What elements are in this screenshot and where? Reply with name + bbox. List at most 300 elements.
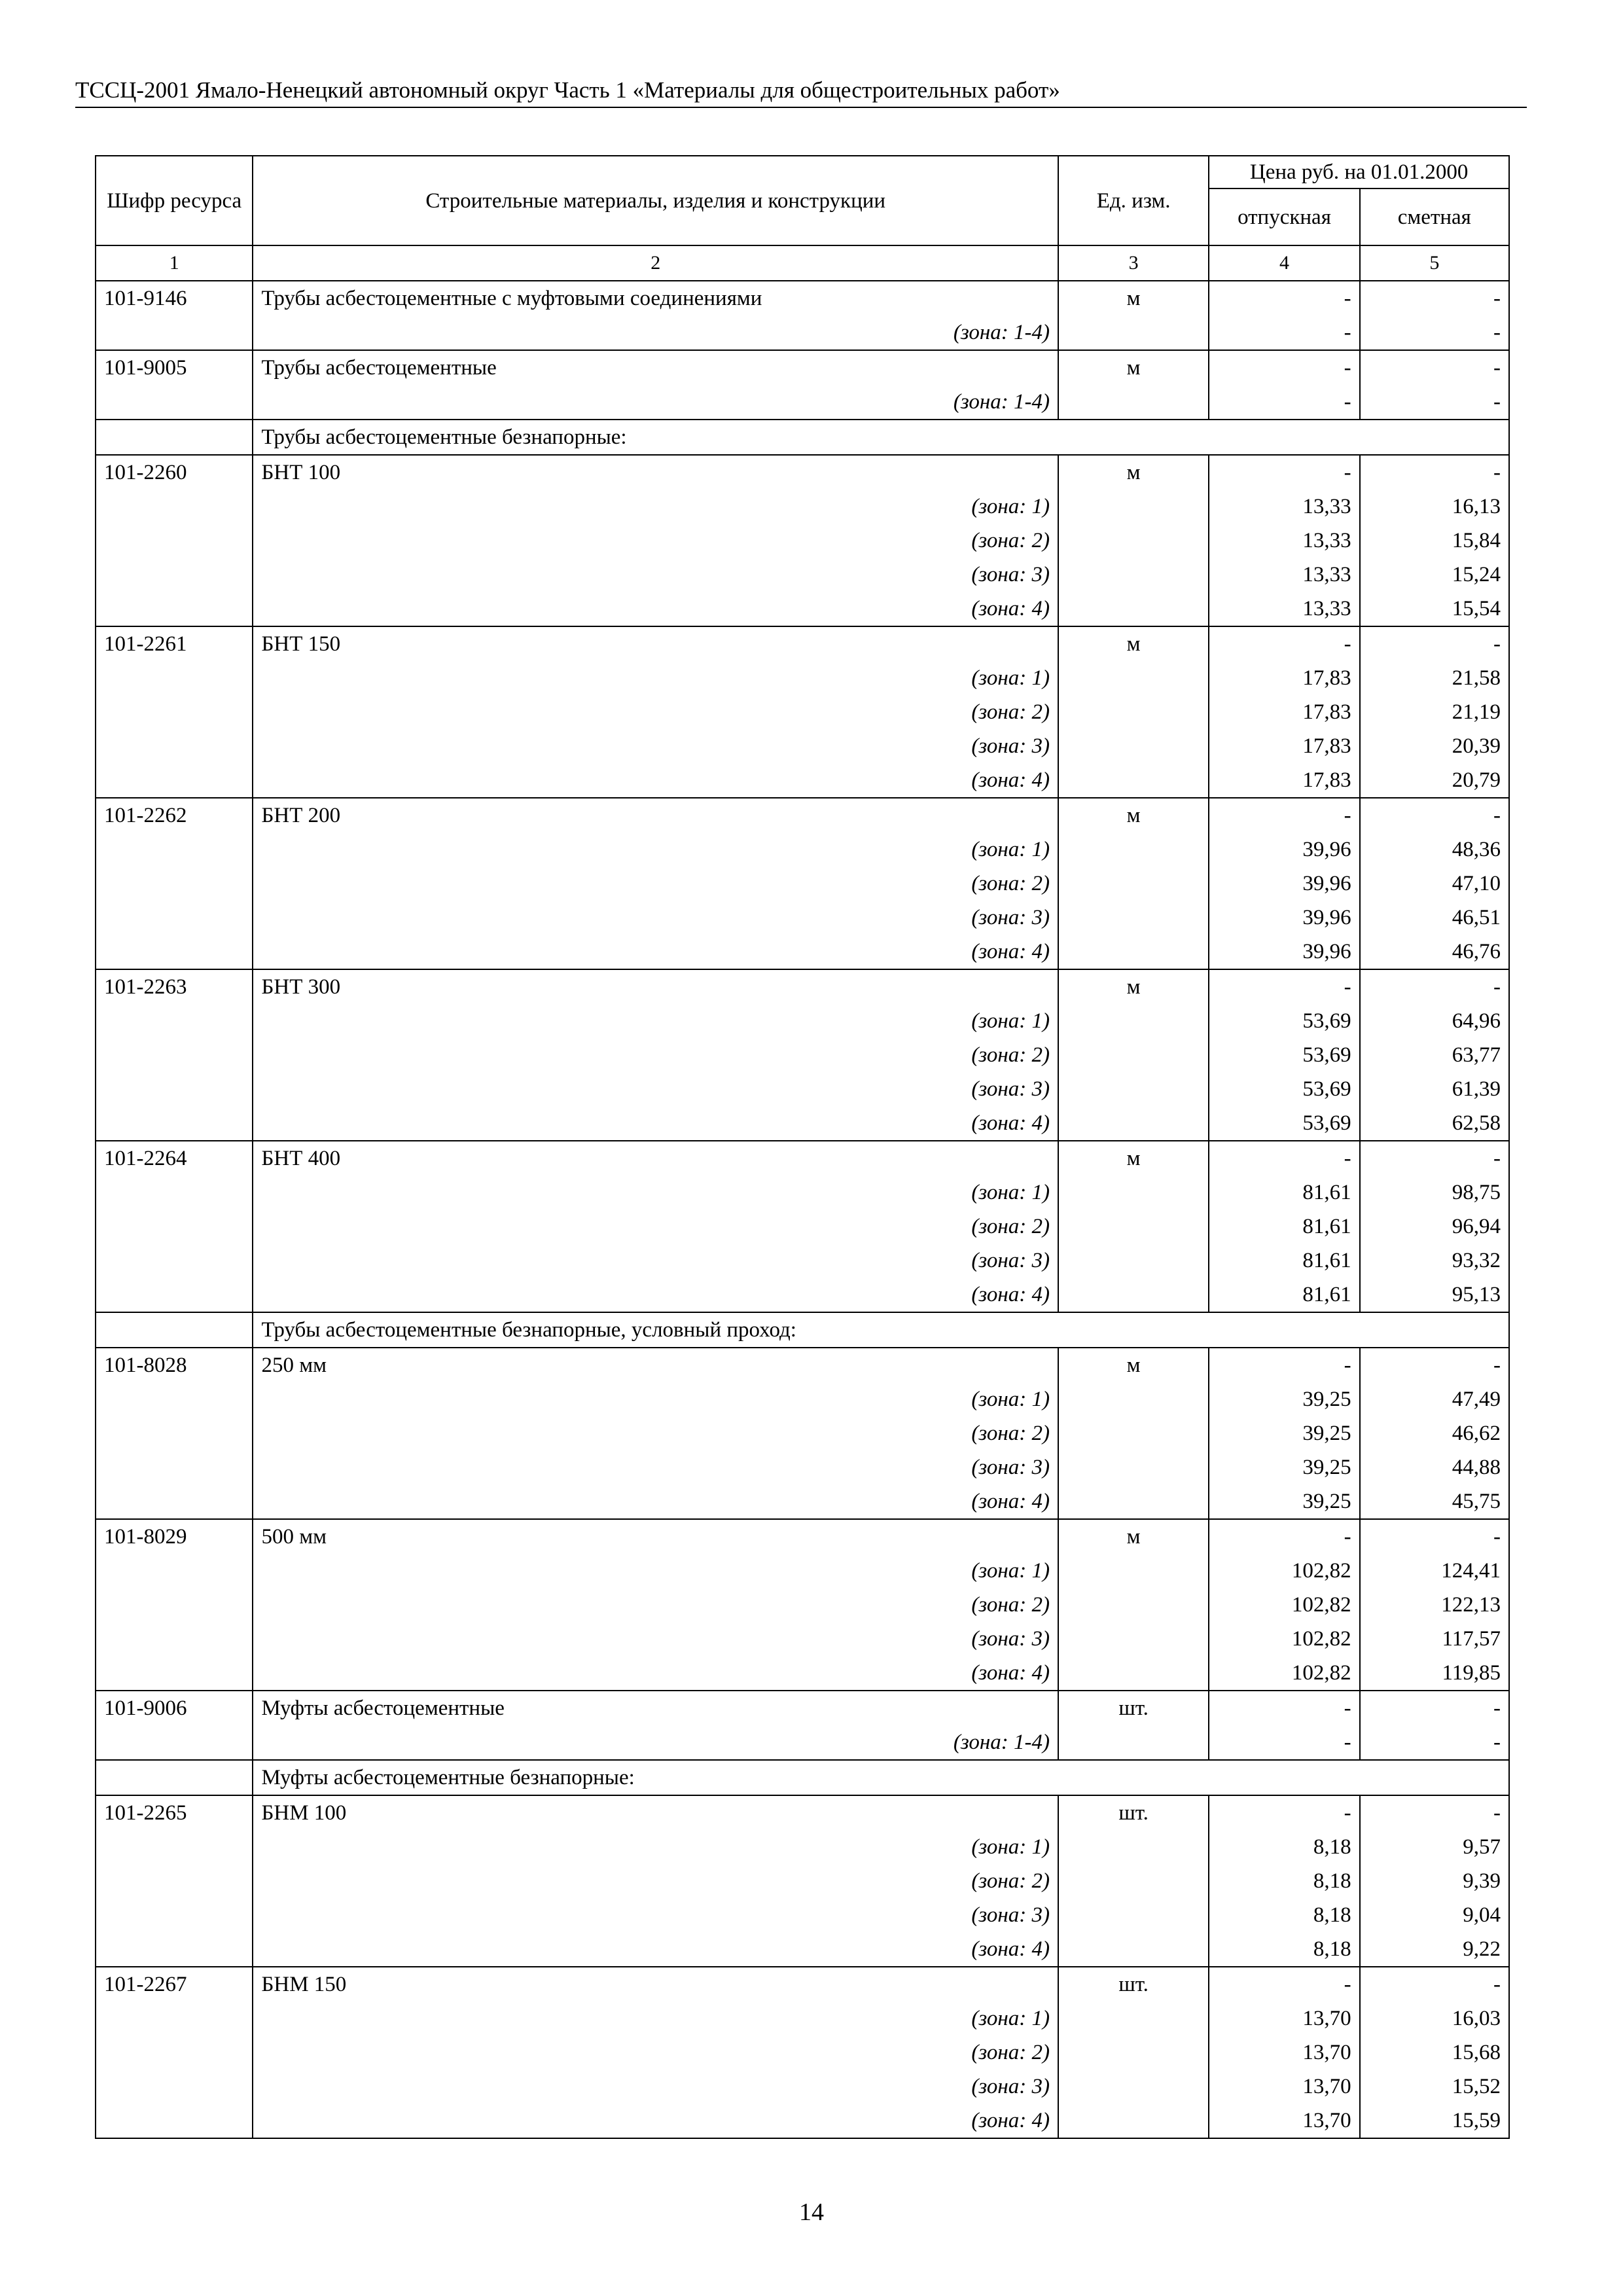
estimate-price: 117,57 [1360, 1622, 1509, 1656]
estimate-price: - [1360, 626, 1509, 661]
code-cell [96, 1622, 253, 1656]
estimate-price: 46,51 [1360, 901, 1509, 935]
zone-label: (зона: 1) [253, 490, 1058, 524]
zone-row [96, 1175, 1509, 1210]
release-price: 39,96 [1209, 833, 1359, 867]
code-cell [96, 524, 253, 558]
release-price: - [1209, 798, 1359, 833]
material-name: Трубы асбестоцементные с муфтовыми соединениями [253, 281, 1058, 315]
release-price: 8,18 [1209, 1830, 1359, 1864]
unit-cell [1058, 1416, 1209, 1450]
resource-code: 101-8028 [96, 1348, 253, 1382]
estimate-price: 96,94 [1360, 1210, 1509, 1244]
release-price: - [1209, 350, 1359, 385]
zone-row [96, 1864, 1509, 1898]
release-price: 13,33 [1209, 592, 1359, 626]
estimate-price: 9,22 [1360, 1932, 1509, 1967]
code-cell [96, 1210, 253, 1244]
header-estimate-price: сметная [1360, 188, 1509, 245]
unit-cell [1058, 661, 1209, 695]
zone-label: (зона: 4) [253, 763, 1058, 798]
resource-code: 101-8029 [96, 1519, 253, 1554]
material-name: БНТ 200 [253, 798, 1058, 833]
estimate-price: 47,10 [1360, 867, 1509, 901]
column-number: 2 [253, 245, 1058, 281]
zone-label: (зона: 1-4) [253, 385, 1058, 420]
release-price: 13,70 [1209, 2104, 1359, 2138]
zone-row [96, 315, 1509, 350]
zone-label: (зона: 2) [253, 695, 1058, 729]
unit-cell [1058, 592, 1209, 626]
section-row [96, 1312, 1509, 1348]
zone-row [96, 1554, 1509, 1588]
table-row [96, 1691, 1509, 1725]
release-price: 39,25 [1209, 1382, 1359, 1416]
code-cell [96, 935, 253, 969]
table-row [96, 455, 1509, 490]
material-name: Муфты асбестоцементные [253, 1691, 1058, 1725]
price-table [95, 155, 1510, 2139]
code-cell [96, 1450, 253, 1484]
release-price: - [1209, 1691, 1359, 1725]
zone-row [96, 385, 1509, 420]
unit-cell [1058, 315, 1209, 350]
resource-code: 101-9006 [96, 1691, 253, 1725]
zone-label: (зона: 2) [253, 1588, 1058, 1622]
unit-cell [1058, 1175, 1209, 1210]
zone-row [96, 935, 1509, 969]
zone-row [96, 524, 1509, 558]
zone-row [96, 558, 1509, 592]
header-unit: Ед. изм. [1058, 156, 1209, 245]
estimate-price: 124,41 [1360, 1554, 1509, 1588]
material-name: БНТ 400 [253, 1141, 1058, 1175]
release-price: 17,83 [1209, 695, 1359, 729]
code-cell [96, 1278, 253, 1312]
zone-row [96, 1588, 1509, 1622]
release-price: 81,61 [1209, 1278, 1359, 1312]
table-row [96, 969, 1509, 1004]
header-code: Шифр ресурса [96, 156, 253, 245]
zone-row [96, 1932, 1509, 1967]
material-name: 500 мм [253, 1519, 1058, 1554]
code-cell [96, 2070, 253, 2104]
code-cell [96, 1830, 253, 1864]
code-cell [96, 661, 253, 695]
column-number: 4 [1209, 245, 1359, 281]
zone-label: (зона: 3) [253, 729, 1058, 763]
zone-row [96, 729, 1509, 763]
zone-row [96, 2001, 1509, 2036]
unit-cell [1058, 729, 1209, 763]
table-row [96, 1348, 1509, 1382]
material-name: БНМ 100 [253, 1795, 1058, 1830]
zone-label: (зона: 3) [253, 2070, 1058, 2104]
resource-code: 101-2260 [96, 455, 253, 490]
unit-cell: м [1058, 455, 1209, 490]
table-row [96, 1795, 1509, 1830]
section-title: Трубы асбестоцементные безнапорные: [253, 420, 1509, 455]
estimate-price: - [1360, 1725, 1509, 1760]
estimate-price: 122,13 [1360, 1588, 1509, 1622]
zone-row [96, 1830, 1509, 1864]
unit-cell [1058, 1072, 1209, 1106]
release-price: 8,18 [1209, 1932, 1359, 1967]
code-cell [96, 1484, 253, 1519]
estimate-price: 64,96 [1360, 1004, 1509, 1038]
release-price: 17,83 [1209, 661, 1359, 695]
estimate-price: - [1360, 969, 1509, 1004]
estimate-price: 21,58 [1360, 661, 1509, 695]
zone-label: (зона: 4) [253, 1106, 1058, 1141]
zone-row [96, 1210, 1509, 1244]
release-price: 39,25 [1209, 1416, 1359, 1450]
unit-cell [1058, 867, 1209, 901]
column-number: 1 [96, 245, 253, 281]
code-cell [96, 1864, 253, 1898]
unit-cell [1058, 558, 1209, 592]
release-price: 13,70 [1209, 2070, 1359, 2104]
code-cell [96, 1588, 253, 1622]
page-number: 14 [799, 2198, 824, 2226]
release-price: 13,70 [1209, 2001, 1359, 2036]
resource-code: 101-2263 [96, 969, 253, 1004]
material-name: БНТ 150 [253, 626, 1058, 661]
estimate-price: 9,04 [1360, 1898, 1509, 1932]
release-price: 53,69 [1209, 1072, 1359, 1106]
zone-row [96, 1106, 1509, 1141]
table-row [96, 798, 1509, 833]
release-price: 39,96 [1209, 867, 1359, 901]
unit-cell [1058, 1622, 1209, 1656]
release-price: 8,18 [1209, 1898, 1359, 1932]
code-cell [96, 2001, 253, 2036]
release-price: 102,82 [1209, 1656, 1359, 1691]
header-rule [75, 107, 1527, 108]
code-cell [96, 867, 253, 901]
unit-cell [1058, 901, 1209, 935]
release-price: - [1209, 315, 1359, 350]
unit-cell [1058, 763, 1209, 798]
zone-label: (зона: 4) [253, 1278, 1058, 1312]
release-price: - [1209, 969, 1359, 1004]
resource-code: 101-9146 [96, 281, 253, 315]
zone-row [96, 1725, 1509, 1760]
release-price: - [1209, 1519, 1359, 1554]
section-title: Трубы асбестоцементные безнапорные, условный проход: [253, 1312, 1509, 1348]
estimate-price: 20,79 [1360, 763, 1509, 798]
unit-cell [1058, 1244, 1209, 1278]
estimate-price: 46,62 [1360, 1416, 1509, 1450]
release-price: 17,83 [1209, 729, 1359, 763]
code-cell [96, 315, 253, 350]
estimate-price: 15,24 [1360, 558, 1509, 592]
unit-cell [1058, 1106, 1209, 1141]
release-price: - [1209, 1725, 1359, 1760]
unit-cell: м [1058, 969, 1209, 1004]
estimate-price: 15,54 [1360, 592, 1509, 626]
release-price: 13,33 [1209, 524, 1359, 558]
zone-label: (зона: 4) [253, 2104, 1058, 2138]
estimate-price: - [1360, 1141, 1509, 1175]
header-material: Строительные материалы, изделия и конструкции [253, 156, 1058, 245]
unit-cell [1058, 1004, 1209, 1038]
release-price: - [1209, 281, 1359, 315]
material-name: БНТ 300 [253, 969, 1058, 1004]
unit-cell [1058, 1210, 1209, 1244]
release-price: - [1209, 455, 1359, 490]
material-name: БНТ 100 [253, 455, 1058, 490]
release-price: 53,69 [1209, 1038, 1359, 1072]
zone-label: (зона: 3) [253, 558, 1058, 592]
unit-cell [1058, 1830, 1209, 1864]
zone-row [96, 661, 1509, 695]
code-cell [96, 420, 253, 455]
zone-label: (зона: 3) [253, 1244, 1058, 1278]
zone-label: (зона: 1) [253, 1382, 1058, 1416]
zone-row [96, 490, 1509, 524]
zone-label: (зона: 4) [253, 1932, 1058, 1967]
estimate-price: 63,77 [1360, 1038, 1509, 1072]
zone-label: (зона: 4) [253, 1484, 1058, 1519]
estimate-price: - [1360, 315, 1509, 350]
estimate-price: - [1360, 281, 1509, 315]
code-cell [96, 1072, 253, 1106]
code-cell [96, 1554, 253, 1588]
unit-cell [1058, 1038, 1209, 1072]
table-row [96, 1967, 1509, 2001]
code-cell [96, 1004, 253, 1038]
header-price: Цена руб. на 01.01.2000 [1209, 156, 1509, 188]
estimate-price: 48,36 [1360, 833, 1509, 867]
code-cell [96, 1416, 253, 1450]
zone-label: (зона: 4) [253, 592, 1058, 626]
zone-row [96, 695, 1509, 729]
estimate-price: 15,59 [1360, 2104, 1509, 2138]
zone-label: (зона: 1) [253, 1175, 1058, 1210]
column-number: 5 [1360, 245, 1509, 281]
unit-cell [1058, 490, 1209, 524]
release-price: - [1209, 385, 1359, 420]
zone-row [96, 1382, 1509, 1416]
zone-row [96, 2104, 1509, 2138]
zone-label: (зона: 1) [253, 1004, 1058, 1038]
unit-cell [1058, 695, 1209, 729]
estimate-price: - [1360, 798, 1509, 833]
unit-cell: м [1058, 281, 1209, 315]
code-cell [96, 490, 253, 524]
release-price: - [1209, 1348, 1359, 1382]
release-price: - [1209, 1141, 1359, 1175]
running-header: ТССЦ-2001 Ямало-Ненецкий автономный округ Часть 1 «Материалы для общестроительных работ» [75, 77, 1060, 103]
zone-row [96, 592, 1509, 626]
code-cell [96, 901, 253, 935]
estimate-price: 45,75 [1360, 1484, 1509, 1519]
header-release-price: отпускная [1209, 188, 1359, 245]
table-row [96, 626, 1509, 661]
zone-row [96, 1004, 1509, 1038]
release-price: 39,96 [1209, 901, 1359, 935]
zone-row [96, 1038, 1509, 1072]
unit-cell [1058, 1588, 1209, 1622]
release-price: 13,33 [1209, 490, 1359, 524]
material-name: БНМ 150 [253, 1967, 1058, 2001]
release-price: 81,61 [1209, 1210, 1359, 1244]
release-price: - [1209, 1967, 1359, 2001]
code-cell [96, 1898, 253, 1932]
estimate-price: - [1360, 350, 1509, 385]
zone-label: (зона: 2) [253, 867, 1058, 901]
zone-row [96, 1416, 1509, 1450]
estimate-price: 93,32 [1360, 1244, 1509, 1278]
zone-row [96, 1898, 1509, 1932]
release-price: 39,25 [1209, 1484, 1359, 1519]
code-cell [96, 695, 253, 729]
release-price: 102,82 [1209, 1588, 1359, 1622]
release-price: 102,82 [1209, 1622, 1359, 1656]
code-cell [96, 1038, 253, 1072]
zone-label: (зона: 1) [253, 661, 1058, 695]
code-cell [96, 558, 253, 592]
section-title: Муфты асбестоцементные безнапорные: [253, 1760, 1509, 1795]
estimate-price: - [1360, 455, 1509, 490]
estimate-price: 61,39 [1360, 1072, 1509, 1106]
release-price: 13,33 [1209, 558, 1359, 592]
release-price: 17,83 [1209, 763, 1359, 798]
unit-cell [1058, 2036, 1209, 2070]
estimate-price: - [1360, 385, 1509, 420]
code-cell [96, 833, 253, 867]
estimate-price: 98,75 [1360, 1175, 1509, 1210]
table-row [96, 281, 1509, 315]
estimate-price: 95,13 [1360, 1278, 1509, 1312]
release-price: 8,18 [1209, 1864, 1359, 1898]
zone-label: (зона: 1) [253, 1554, 1058, 1588]
unit-cell [1058, 935, 1209, 969]
zone-label: (зона: 2) [253, 1416, 1058, 1450]
code-cell [96, 1106, 253, 1141]
estimate-price: 15,84 [1360, 524, 1509, 558]
estimate-price: 47,49 [1360, 1382, 1509, 1416]
zone-label: (зона: 2) [253, 524, 1058, 558]
unit-cell: м [1058, 626, 1209, 661]
code-cell [96, 763, 253, 798]
unit-cell [1058, 1450, 1209, 1484]
unit-cell: м [1058, 350, 1209, 385]
zone-label: (зона: 2) [253, 1864, 1058, 1898]
zone-label: (зона: 3) [253, 1898, 1058, 1932]
estimate-price: 9,39 [1360, 1864, 1509, 1898]
code-cell [96, 385, 253, 420]
release-price: - [1209, 626, 1359, 661]
zone-label: (зона: 3) [253, 901, 1058, 935]
unit-cell [1058, 524, 1209, 558]
resource-code: 101-2267 [96, 1967, 253, 2001]
table-row [96, 1519, 1509, 1554]
unit-cell [1058, 1725, 1209, 1760]
unit-cell: м [1058, 1519, 1209, 1554]
zone-label: (зона: 1-4) [253, 1725, 1058, 1760]
release-price: 53,69 [1209, 1004, 1359, 1038]
zone-label: (зона: 2) [253, 2036, 1058, 2070]
release-price: 53,69 [1209, 1106, 1359, 1141]
estimate-price: 20,39 [1360, 729, 1509, 763]
material-name: Трубы асбестоцементные [253, 350, 1058, 385]
estimate-price: 16,03 [1360, 2001, 1509, 2036]
code-cell [96, 1244, 253, 1278]
resource-code: 101-2262 [96, 798, 253, 833]
section-row [96, 420, 1509, 455]
code-cell [96, 2104, 253, 2138]
code-cell [96, 1725, 253, 1760]
zone-label: (зона: 1) [253, 833, 1058, 867]
release-price: - [1209, 1795, 1359, 1830]
unit-cell [1058, 1932, 1209, 1967]
unit-cell [1058, 1382, 1209, 1416]
release-price: 81,61 [1209, 1244, 1359, 1278]
unit-cell [1058, 1656, 1209, 1691]
estimate-price: 62,58 [1360, 1106, 1509, 1141]
estimate-price: 15,52 [1360, 2070, 1509, 2104]
unit-cell: м [1058, 798, 1209, 833]
zone-label: (зона: 4) [253, 1656, 1058, 1691]
resource-code: 101-2264 [96, 1141, 253, 1175]
estimate-price: 46,76 [1360, 935, 1509, 969]
column-number: 3 [1058, 245, 1209, 281]
unit-cell [1058, 1864, 1209, 1898]
unit-cell [1058, 2104, 1209, 2138]
estimate-price: 16,13 [1360, 490, 1509, 524]
release-price: 39,25 [1209, 1450, 1359, 1484]
zone-label: (зона: 1) [253, 2001, 1058, 2036]
zone-label: (зона: 2) [253, 1210, 1058, 1244]
zone-label: (зона: 3) [253, 1622, 1058, 1656]
unit-cell [1058, 1484, 1209, 1519]
zone-row [96, 833, 1509, 867]
zone-row [96, 1450, 1509, 1484]
unit-cell: м [1058, 1141, 1209, 1175]
unit-cell [1058, 385, 1209, 420]
resource-code: 101-2261 [96, 626, 253, 661]
estimate-price: 21,19 [1360, 695, 1509, 729]
zone-row [96, 1244, 1509, 1278]
unit-cell [1058, 2001, 1209, 2036]
estimate-price: 119,85 [1360, 1656, 1509, 1691]
code-cell [96, 729, 253, 763]
estimate-price: 15,68 [1360, 2036, 1509, 2070]
release-price: 13,70 [1209, 2036, 1359, 2070]
code-cell [96, 1312, 253, 1348]
unit-cell: м [1058, 1348, 1209, 1382]
zone-row [96, 2036, 1509, 2070]
resource-code: 101-9005 [96, 350, 253, 385]
zone-row [96, 763, 1509, 798]
material-name: 250 мм [253, 1348, 1058, 1382]
zone-label: (зона: 2) [253, 1038, 1058, 1072]
estimate-price: - [1360, 1967, 1509, 2001]
zone-label: (зона: 1-4) [253, 315, 1058, 350]
unit-cell [1058, 833, 1209, 867]
release-price: 81,61 [1209, 1175, 1359, 1210]
unit-cell [1058, 2070, 1209, 2104]
code-cell [96, 1760, 253, 1795]
zone-label: (зона: 4) [253, 935, 1058, 969]
unit-cell: шт. [1058, 1967, 1209, 2001]
zone-row [96, 1484, 1509, 1519]
zone-label: (зона: 3) [253, 1072, 1058, 1106]
release-price: 102,82 [1209, 1554, 1359, 1588]
estimate-price: - [1360, 1691, 1509, 1725]
